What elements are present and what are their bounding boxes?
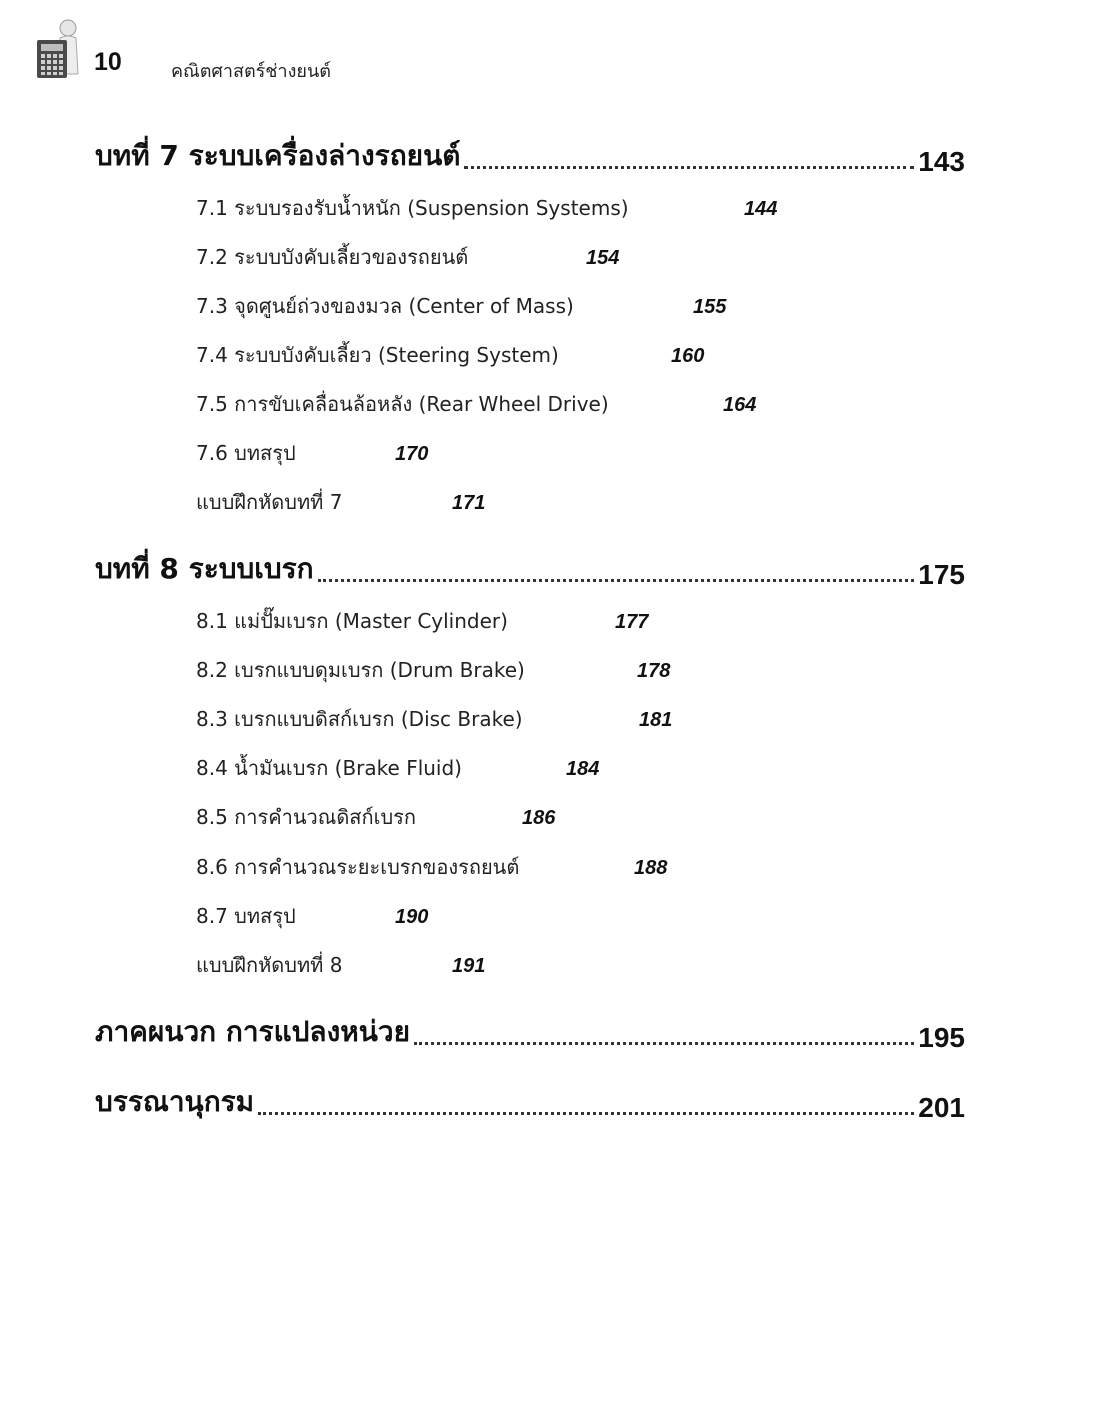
section-title: 7.6 บทสรุป — [196, 441, 296, 465]
page-header — [34, 18, 434, 82]
dot-leader — [258, 1112, 914, 1115]
section-page: 186 — [522, 807, 556, 829]
toc-section-8-6[interactable] — [196, 851, 667, 881]
appendix-page: 195 — [918, 1022, 965, 1053]
toc-section-8-2[interactable] — [196, 654, 670, 684]
book-title: คณิตศาสตร์ช่างยนต์ — [171, 61, 331, 82]
section-title: 8.7 บทสรุป — [196, 904, 296, 928]
section-page: 154 — [586, 247, 620, 269]
dot-leader — [318, 579, 915, 582]
section-title: 8.2 เบรกแบบดุมเบรก (Drum Brake) — [196, 658, 525, 682]
toc-exercise-7[interactable] — [196, 486, 485, 516]
toc-chapter-8[interactable] — [95, 547, 965, 591]
section-title: แบบฝึกหัดบทที่ 8 — [196, 953, 343, 977]
toc-chapter-7[interactable] — [95, 134, 965, 178]
chapter-page: 175 — [918, 559, 965, 590]
section-page: 170 — [395, 443, 429, 465]
section-page: 190 — [395, 906, 429, 928]
toc-bibliography[interactable] — [95, 1080, 965, 1124]
section-title: 7.4 ระบบบังคับเลี้ยว (Steering System) — [196, 343, 559, 367]
section-page: 184 — [566, 758, 600, 780]
section-page: 181 — [639, 709, 673, 731]
section-page: 188 — [634, 857, 668, 879]
toc-section-8-3[interactable] — [196, 703, 672, 733]
section-page: 191 — [452, 955, 486, 977]
section-title: 8.1 แม่ปั๊มเบรก (Master Cylinder) — [196, 609, 508, 633]
toc-section-7-2[interactable] — [196, 241, 619, 271]
appendix-title: ภาคผนวก การแปลงหน่วย — [95, 1015, 410, 1048]
toc-section-7-1[interactable] — [196, 192, 777, 222]
figure-with-calculator-icon — [34, 18, 84, 80]
chapter-page: 143 — [918, 146, 965, 177]
section-title: 8.4 น้ำมันเบรก (Brake Fluid) — [196, 756, 462, 780]
toc-exercise-8[interactable] — [196, 949, 485, 979]
chapter-title: บทที่ 7 ระบบเครื่องล่างรถยนต์ — [95, 139, 461, 172]
section-page: 177 — [615, 611, 649, 633]
toc-appendix[interactable] — [95, 1010, 965, 1054]
section-title: 8.3 เบรกแบบดิสก์เบรก (Disc Brake) — [196, 707, 523, 731]
section-title: 8.6 การคำนวณระยะเบรกของรถยนต์ — [196, 855, 520, 879]
dot-leader — [414, 1042, 914, 1045]
section-page: 171 — [452, 492, 486, 514]
page-number: 10 — [94, 48, 122, 76]
section-page: 155 — [693, 296, 727, 318]
toc-section-8-1[interactable] — [196, 605, 648, 635]
toc-section-7-5[interactable] — [196, 388, 756, 418]
toc-section-8-4[interactable] — [196, 752, 599, 782]
section-page: 160 — [671, 345, 705, 367]
section-title: 7.5 การขับเคลื่อนล้อหลัง (Rear Wheel Drive) — [196, 392, 609, 416]
section-title: 8.5 การคำนวณดิสก์เบรก — [196, 805, 416, 829]
toc-section-7-6[interactable] — [196, 437, 428, 467]
toc-section-8-5[interactable] — [196, 801, 555, 831]
section-title: 7.1 ระบบรองรับน้ำหนัก (Suspension Systems) — [196, 196, 629, 220]
toc-section-7-4[interactable] — [196, 339, 704, 369]
section-page: 164 — [723, 394, 757, 416]
section-title: 7.2 ระบบบังคับเลี้ยวของรถยนต์ — [196, 245, 469, 269]
toc-section-7-3[interactable] — [196, 290, 726, 320]
bibliography-title: บรรณานุกรม — [95, 1085, 255, 1118]
bibliography-page: 201 — [918, 1092, 965, 1123]
section-page: 144 — [744, 198, 778, 220]
chapter-title: บทที่ 8 ระบบเบรก — [95, 552, 314, 585]
section-page: 178 — [637, 660, 671, 682]
section-title: 7.3 จุดศูนย์ถ่วงของมวล (Center of Mass) — [196, 294, 574, 318]
dot-leader — [464, 166, 914, 169]
section-title: แบบฝึกหัดบทที่ 7 — [196, 490, 343, 514]
toc-section-8-7[interactable] — [196, 900, 428, 930]
